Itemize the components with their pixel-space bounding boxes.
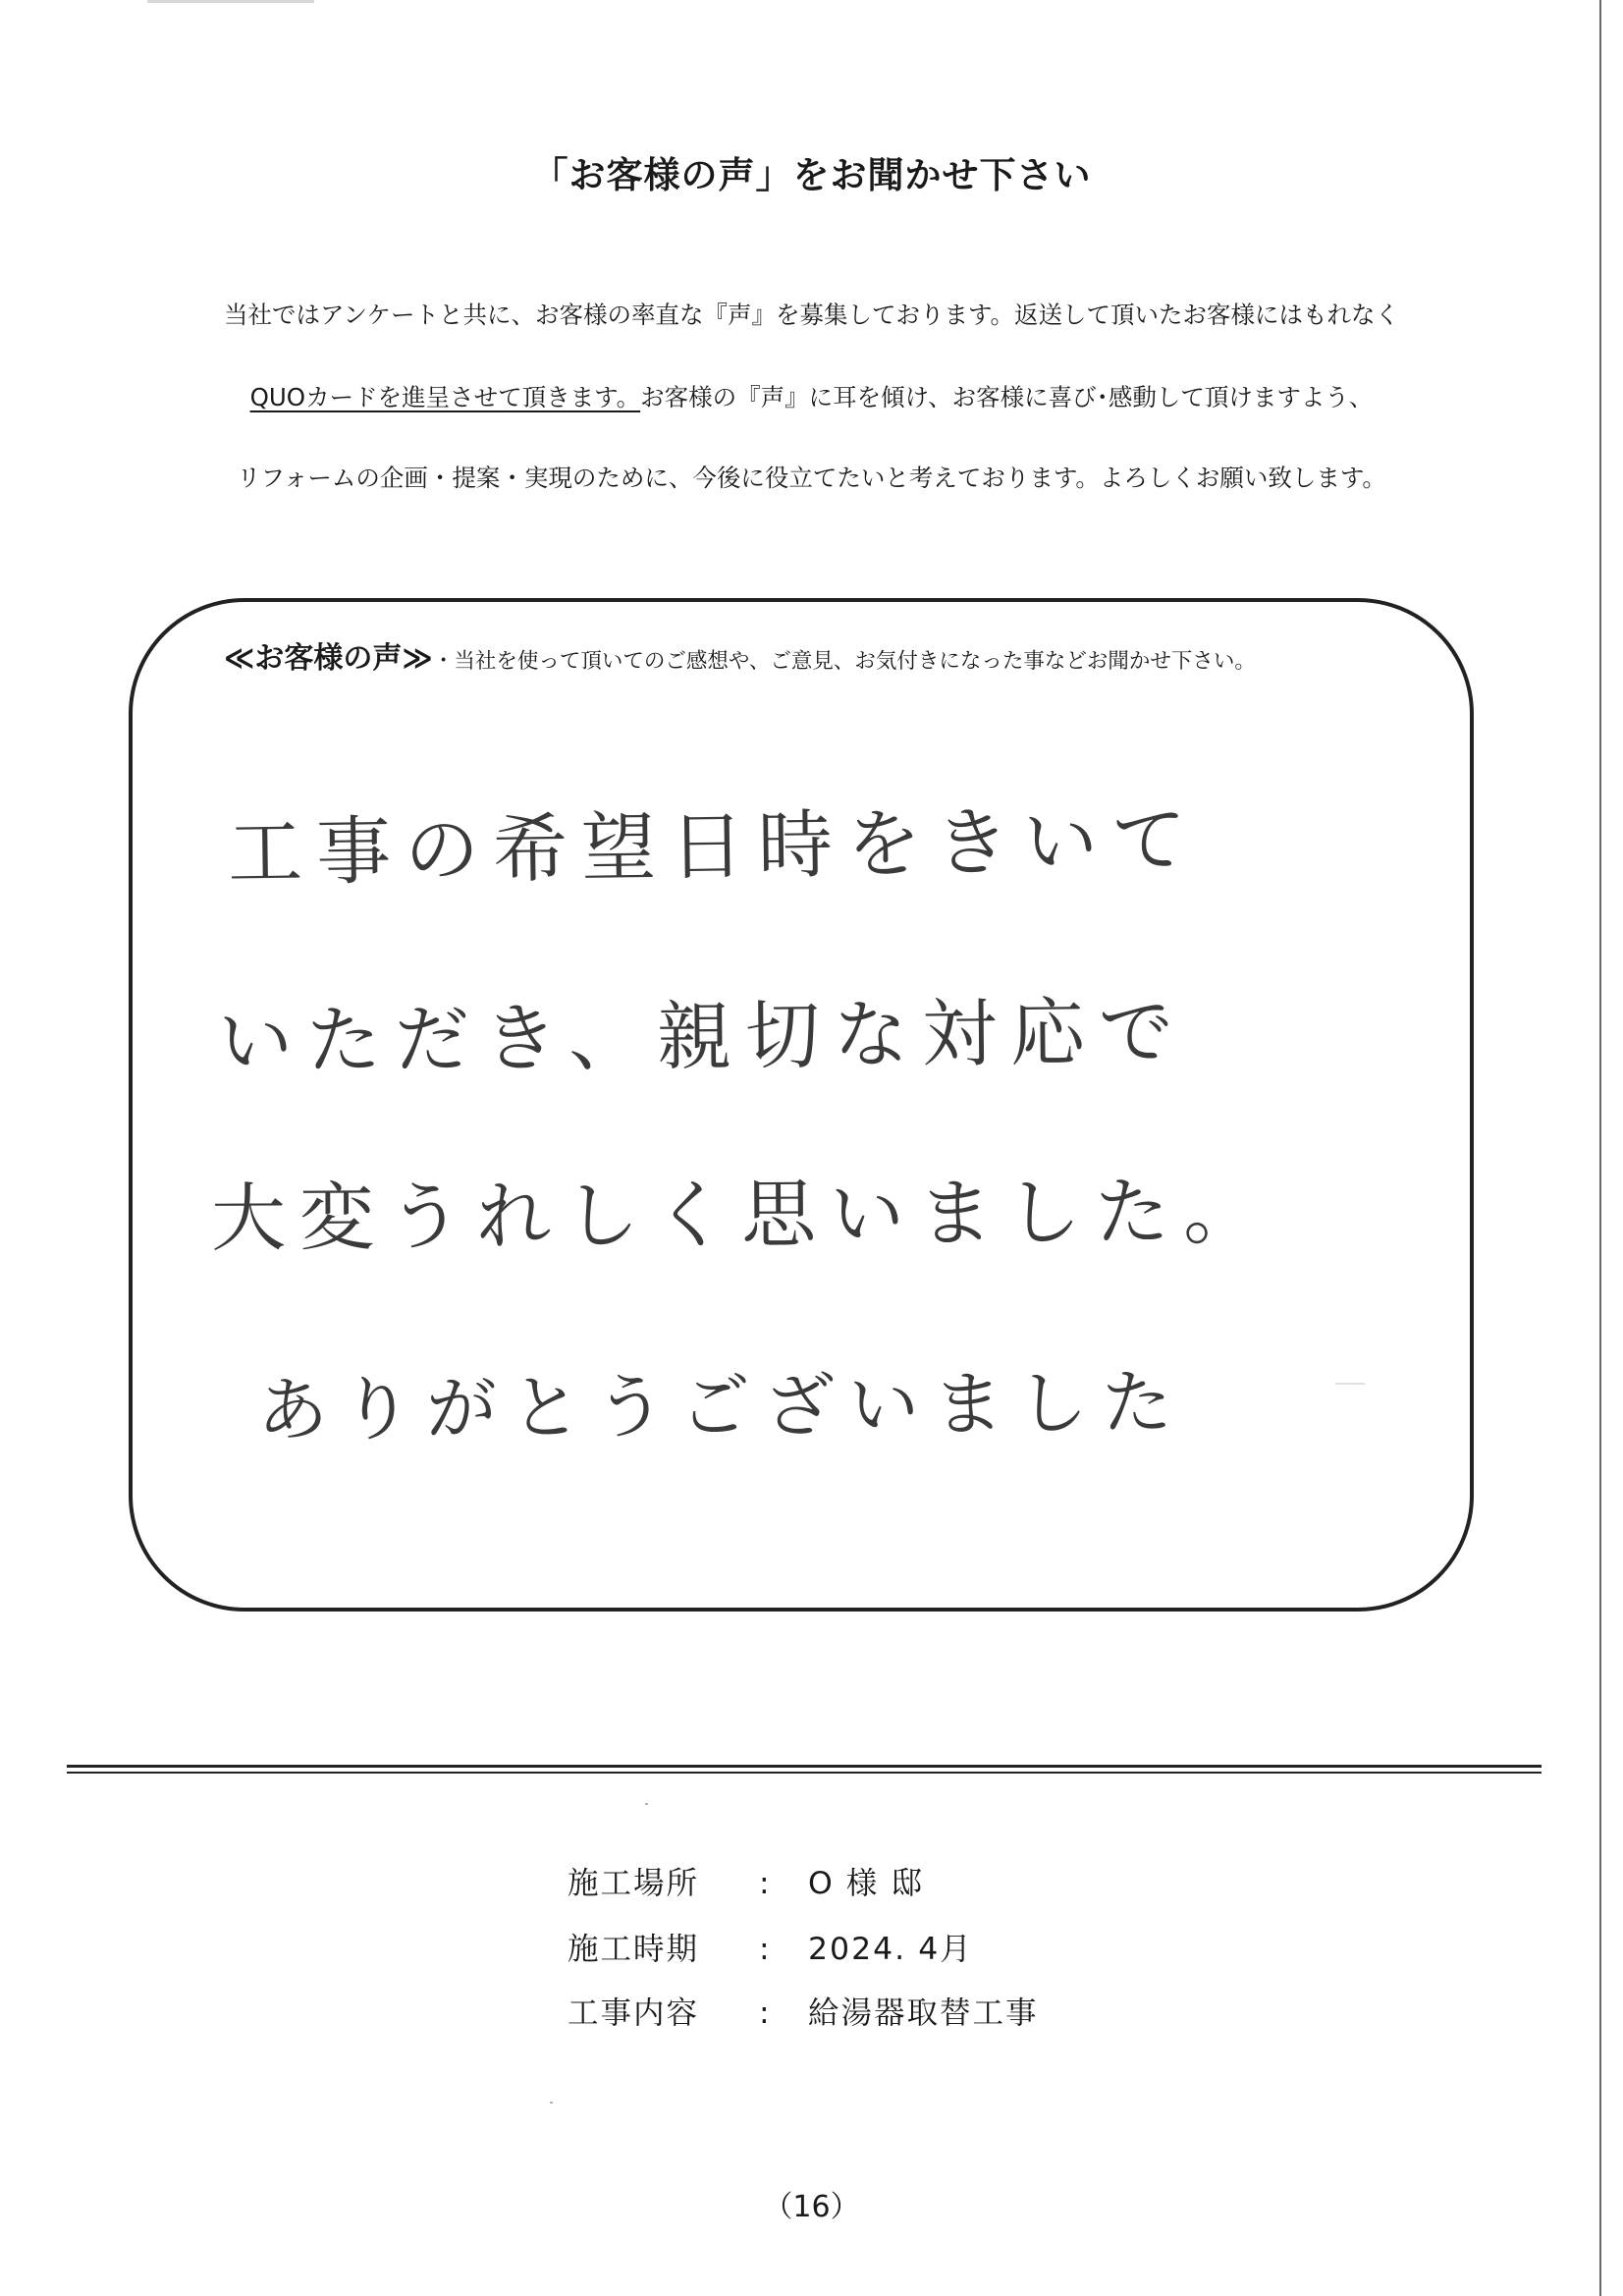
location-label: 施工場所 <box>568 1866 700 1901</box>
period-value: 2024. 4月 <box>808 1932 973 1967</box>
intro-line-3: リフォームの企画・提案・実現のために、今後に役立てたいと考えております。よろしくお願い致します。 <box>237 464 1386 492</box>
intro-line-2-rest: お客様の『声』に耳を傾け、お客様に喜び･感動して頂けますよう、 <box>640 383 1374 411</box>
scan-speck <box>550 2102 553 2104</box>
content-separator: : <box>759 1995 772 2031</box>
scan-speck <box>1335 1383 1365 1385</box>
handwritten-line-2: いただき、親切な対応で <box>217 987 1188 1085</box>
info-row-content <box>568 1989 1039 2033</box>
content-value: 給湯器取替工事 <box>808 1995 1039 2031</box>
info-row-period <box>568 1925 973 1969</box>
scan-top-mark <box>147 0 314 3</box>
period-separator: : <box>759 1932 772 1967</box>
double-divider <box>67 1765 1542 1774</box>
page-number: （16） <box>763 2190 860 2224</box>
content-label: 工事内容 <box>568 1995 700 2031</box>
intro-line-1: 当社ではアンケートと共に、お客様の率直な『声』を募集しております。返送して頂いたお客様にはもれなく <box>223 301 1400 329</box>
quo-card-note: QUOカードを進呈させて頂きます。 <box>249 383 641 411</box>
customer-voice-title: ≪お客様の声≫ <box>224 641 433 676</box>
location-separator: : <box>759 1866 772 1901</box>
scan-speck <box>645 1803 648 1805</box>
customer-voice-heading <box>224 633 1256 677</box>
intro-line-2 <box>0 379 1623 413</box>
handwritten-line-3: 大変うれしく思いました。 <box>210 1167 1272 1262</box>
period-label: 施工時期 <box>568 1932 700 1967</box>
handwritten-line-1: 工事の希望日時をきいて <box>227 795 1201 897</box>
customer-voice-prompt: ・当社を使って頂いてのご感想や、ご意見、お気付きになった事などお聞かせ下さい。 <box>432 649 1256 674</box>
scan-page-edge <box>1599 0 1601 2296</box>
location-value: O 様 邸 <box>808 1866 924 1901</box>
customer-voice-box <box>129 598 1474 1612</box>
page-title: 「お客様の声」をお聞かせ下さい <box>531 154 1092 196</box>
info-row-location <box>568 1859 924 1903</box>
handwritten-line-4: ありがとうございました <box>256 1360 1187 1451</box>
